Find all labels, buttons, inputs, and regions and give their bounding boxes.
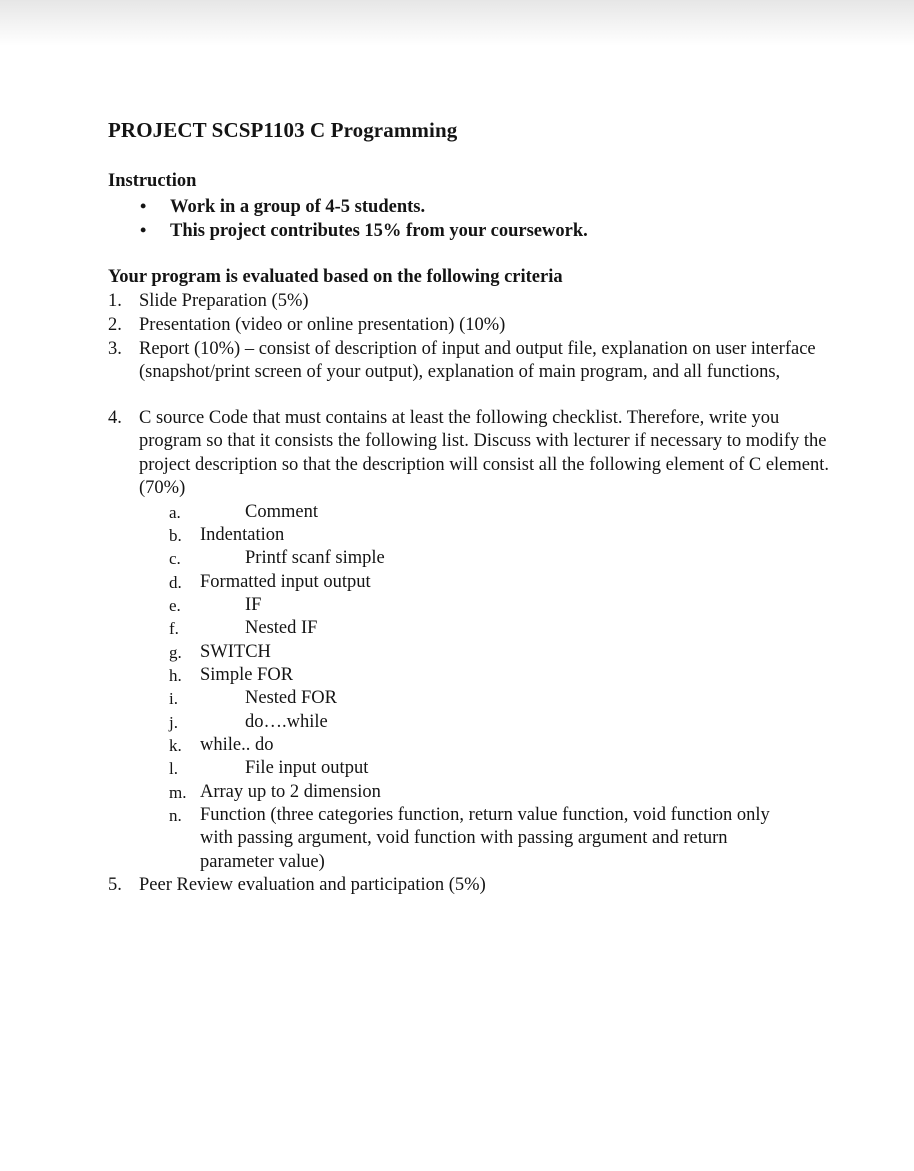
checklist-text: Nested IF: [245, 618, 318, 638]
criteria-text: Presentation (video or online presentation) (10%): [139, 315, 506, 335]
checklist-text: Function (three categories function, return value function, void function only with passing argument, void function with passing argument and return parameter value): [200, 805, 770, 872]
checklist-text: Simple FOR: [200, 665, 294, 685]
criteria-number: 3.: [108, 339, 122, 359]
checklist-text: Formatted input output: [200, 572, 371, 592]
checklist-letter: f.: [169, 619, 179, 638]
checklist-letter: b.: [169, 526, 182, 545]
checklist-text: File input output: [245, 758, 369, 778]
instruction-bullet-text: This project contributes 15% from your coursework.: [170, 221, 588, 241]
criteria-heading: Your program is evaluated based on the following criteria: [108, 267, 563, 287]
checklist-letter: j.: [169, 713, 178, 732]
criteria-text: Peer Review evaluation and participation (5%): [139, 875, 486, 895]
checklist-letter: n.: [169, 806, 182, 825]
criteria-number: 4.: [108, 408, 122, 428]
checklist-letter: g.: [169, 643, 182, 662]
criteria-number: 2.: [108, 315, 122, 335]
checklist-letter: m.: [169, 783, 187, 802]
bullet-dot-icon: •: [140, 196, 147, 216]
instruction-bullet: [140, 220, 588, 242]
checklist-text: Comment: [245, 502, 318, 522]
criteria-text: Report (10%) – consist of description of input and output file, explanation on user interface (snapshot/print screen of your output), explanation of main program, and all functions,: [139, 339, 816, 383]
checklist-text: Printf scanf simple: [245, 548, 385, 568]
checklist-letter: a.: [169, 503, 181, 522]
checklist-text: IF: [245, 595, 262, 615]
checklist-letter: e.: [169, 596, 181, 615]
checklist-letter: i.: [169, 689, 178, 708]
instruction-heading: Instruction: [108, 171, 197, 191]
checklist-letter: d.: [169, 573, 182, 592]
checklist-text: while.. do: [200, 735, 274, 755]
checklist-text: Array up to 2 dimension: [200, 782, 381, 802]
instruction-bullet-text: Work in a group of 4-5 students.: [170, 197, 426, 217]
checklist-text: Indentation: [200, 525, 285, 545]
criteria-text: C source Code that must contains at least the following checklist. Therefore, write you program so that it consists the following list. Discuss with lecturer if necessary to modify the project description so that the description will consist all the following element of C element. (70%): [139, 408, 829, 498]
checklist-text: SWITCH: [200, 642, 271, 662]
checklist-letter: h.: [169, 666, 182, 685]
checklist-letter: l.: [169, 759, 178, 778]
criteria-number: 1.: [108, 291, 122, 311]
criteria-number: 5.: [108, 875, 122, 895]
page-title: PROJECT SCSP1103 C Programming: [108, 118, 458, 142]
checklist-letter: c.: [169, 549, 181, 568]
checklist-letter: k.: [169, 736, 182, 755]
bullet-dot-icon: •: [140, 220, 147, 240]
instruction-bullet: [140, 196, 425, 218]
checklist-text: Nested FOR: [245, 688, 337, 708]
checklist-text: do….while: [245, 712, 328, 732]
criteria-text: Slide Preparation (5%): [139, 291, 309, 311]
